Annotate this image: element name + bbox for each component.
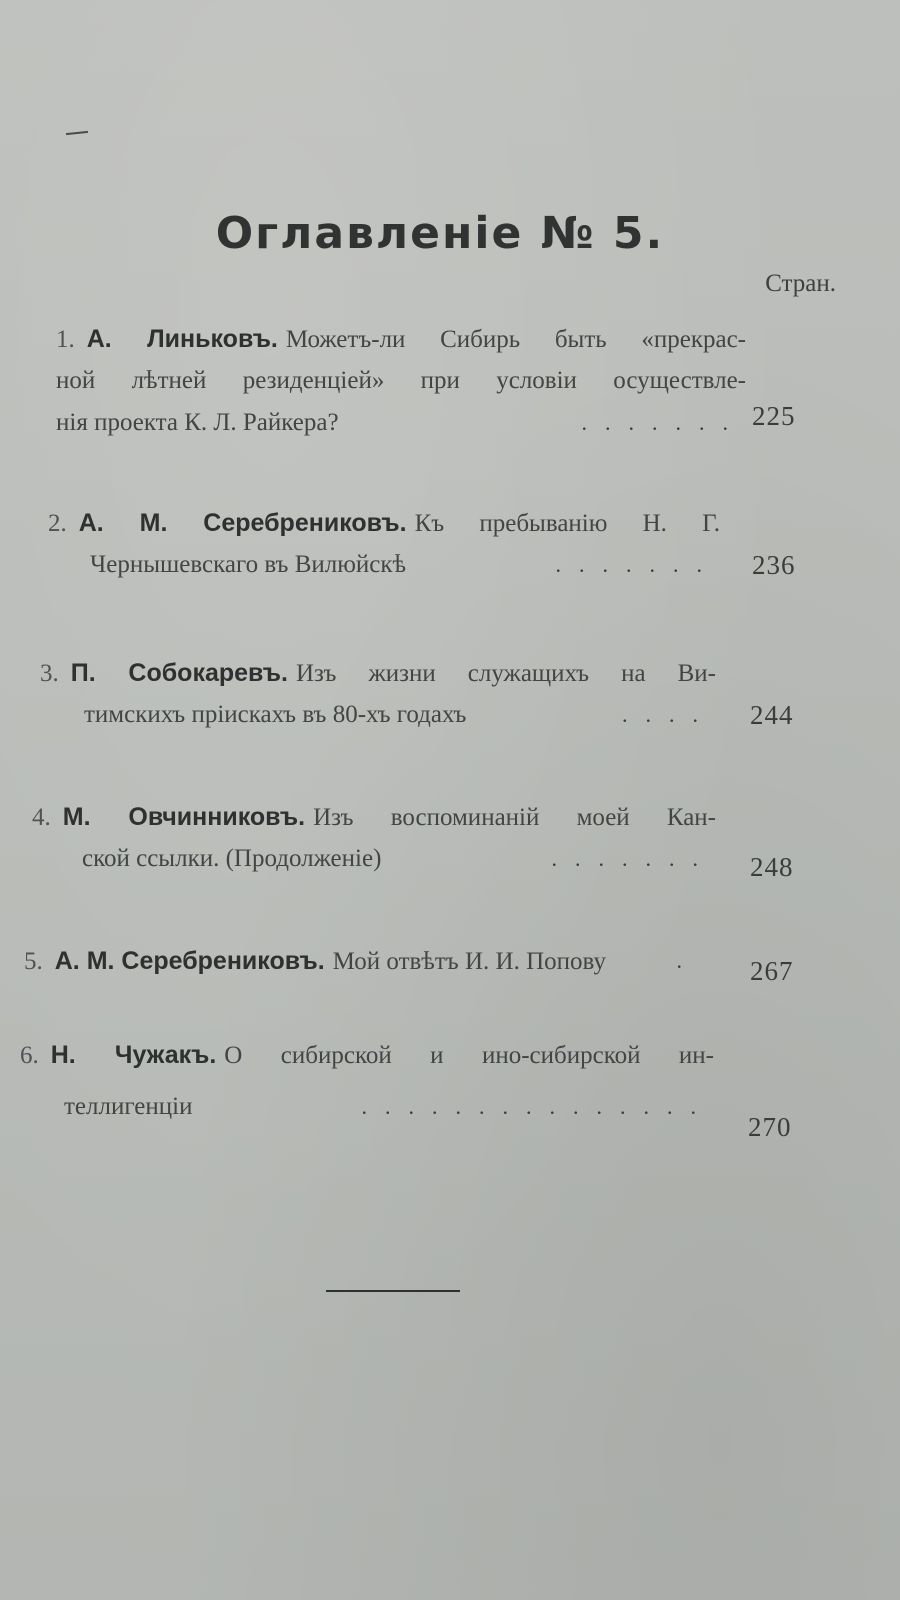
entry-number: 5. <box>24 948 43 975</box>
entry-title: Изъ жизни служащихъ на Ви- <box>295 660 716 687</box>
entry-page-number: 244 <box>750 700 794 730</box>
entry-number: 4. <box>32 804 51 831</box>
leader-dots: ....... <box>551 846 716 871</box>
leader-dots: . <box>676 948 700 973</box>
entry-author: А. М. Серебрениковъ. <box>78 509 407 537</box>
toc-entry-line <box>56 318 746 360</box>
entry-title: Можетъ-ли Сибирь быть «прекрас- <box>285 326 746 353</box>
toc-entry-line <box>40 694 716 736</box>
entry-number: 2. <box>48 510 67 537</box>
entry-number: 3. <box>40 660 59 687</box>
toc-entry-line <box>20 1034 714 1076</box>
entry-number: 6. <box>20 1042 39 1069</box>
toc-entry-line <box>48 544 720 586</box>
leader-dots: .... <box>622 702 716 727</box>
entry-page-number: 270 <box>748 1112 792 1142</box>
leader-dots: ....... <box>581 410 746 435</box>
entry-title: Мой отвѣтъ И. И. Попову <box>332 948 606 975</box>
toc-entry-5 <box>24 940 704 982</box>
toc-entry-line <box>20 1086 714 1128</box>
pages-column-label: Стран. <box>765 270 836 297</box>
entry-author: А. Линьковъ. <box>86 325 278 353</box>
toc-entry-line <box>32 796 716 838</box>
toc-entry-line <box>48 502 720 544</box>
entry-number: 1. <box>56 326 75 353</box>
leader-dots: ............... <box>361 1094 714 1119</box>
entry-author: Н. Чужакъ. <box>50 1041 217 1069</box>
entry-author: М. Овчинниковъ. <box>62 803 306 831</box>
entry-title: ской ссылки. (Продолженіе) <box>82 845 382 872</box>
entry-title: нія проекта К. Л. Райкера? <box>56 409 339 436</box>
toc-entry-line <box>32 838 716 880</box>
entry-page-number: 267 <box>750 956 794 986</box>
toc-entry-3 <box>40 652 716 736</box>
toc-entry-6 <box>20 1034 714 1128</box>
entry-page-number: 248 <box>750 852 794 882</box>
entry-page-number: 225 <box>752 401 796 431</box>
toc-entry-line <box>24 940 704 982</box>
toc-entry-2 <box>48 502 720 586</box>
closing-rule <box>326 1290 460 1292</box>
toc-entry-line <box>40 652 716 694</box>
entry-title: теллигенціи <box>64 1093 193 1120</box>
entry-title: Чернышевскаго въ Вилюйскѣ <box>90 551 407 578</box>
entry-title: Изъ воспоминаній моей Кан- <box>313 804 716 831</box>
toc-entry-1 <box>56 318 746 444</box>
entry-title: О сибирской и ино-сибирской ин- <box>224 1042 714 1069</box>
leader-dots: ....... <box>555 552 720 577</box>
toc-entry-4 <box>32 796 716 880</box>
entry-author: А. М. Серебрениковъ. <box>54 947 325 975</box>
entry-author: П. Собокаревъ. <box>70 659 288 687</box>
entry-title: Къ пребыванію Н. Г. <box>414 510 720 537</box>
entry-title: тимскихъ пріискахъ въ 80-хъ годахъ <box>84 701 467 728</box>
page-title: Оглавленіе № 5. <box>215 208 665 259</box>
toc-entry-line: ной лѣтней резиденціей» при условіи осуществле- <box>56 367 746 394</box>
toc-entry-line <box>56 402 746 444</box>
entry-page-number: 236 <box>752 550 796 580</box>
